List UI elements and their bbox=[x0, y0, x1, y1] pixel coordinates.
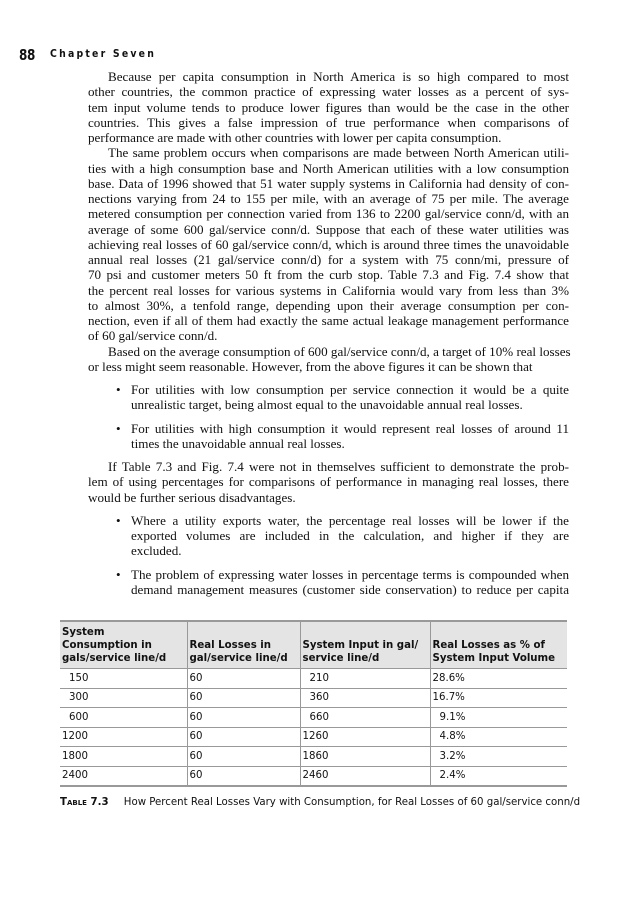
column-header: Real Losses in gal/service line/d bbox=[187, 621, 300, 669]
text-line: would be further serious disadvantages. bbox=[88, 489, 296, 505]
text-line: Because per capita consumption in North America is so high compared to most bbox=[108, 69, 569, 84]
table-row bbox=[60, 708, 567, 728]
table-cell: 60 bbox=[187, 708, 300, 728]
table-cell: 150 bbox=[60, 669, 187, 689]
text-line: tem input volume tends to produce lower figures than would be the case in the other bbox=[88, 99, 569, 115]
text-line: average of some 600 gal/service conn/d. Suppose that each of these water utilities was bbox=[88, 221, 569, 237]
text-line: nection, even if all of them had exactly the same actual leakage management performance bbox=[88, 313, 569, 328]
caption-label: Table 7.3 bbox=[60, 797, 109, 808]
text-line: other countries, the common practice of expressing water losses as a percent of sys- bbox=[88, 84, 569, 100]
table-row bbox=[60, 688, 567, 708]
body-text bbox=[88, 69, 569, 597]
page-number: 88 bbox=[19, 46, 35, 64]
text-line: base. Data of 1996 showed that 51 water supply systems in California had density of con- bbox=[88, 175, 569, 191]
text-line: of 60 gal/service conn/d. bbox=[88, 328, 218, 344]
text-line: 70 psi and customer meters 50 ft from the curb stop. Table 7.3 and Fig. 7.4 show that bbox=[88, 267, 569, 283]
table-cell: 2400 bbox=[60, 766, 187, 786]
text-line: performance are made with other countries with lower per capita consumption. bbox=[88, 130, 502, 145]
text-line: Where a utility exports water, the percentage real losses will be lower if the bbox=[131, 512, 569, 528]
table-cell: 3.2% bbox=[430, 747, 567, 767]
text-line: The same problem occurs when comparisons are made between North American utili- bbox=[108, 145, 569, 161]
text-line: nections varying from 24 to 155 per mile, with an average of 75 per mile. The average bbox=[88, 191, 569, 206]
text-line: ties with a high consumption base and North American utilities with a low consumption bbox=[88, 160, 569, 176]
caption-text: How Percent Real Losses Vary with Consumption, for Real Losses of 60 gal/service conn/d bbox=[123, 797, 581, 808]
table-caption bbox=[60, 797, 580, 808]
text-line: For utilities with high consumption it would represent real losses of around 11 bbox=[131, 420, 569, 436]
table-cell: 16.7% bbox=[430, 688, 567, 708]
bullet-icon: • bbox=[116, 512, 121, 528]
table-cell: 9.1% bbox=[430, 708, 567, 728]
paragraph bbox=[88, 459, 569, 505]
bullet-item bbox=[88, 567, 569, 598]
bullet-icon: • bbox=[116, 382, 121, 397]
table-cell: 2460 bbox=[300, 766, 430, 786]
text-line: If Table 7.3 and Fig. 7.4 were not in themselves sufficient to demonstrate the prob- bbox=[108, 459, 569, 474]
paragraph bbox=[88, 145, 569, 343]
column-header: System Input in gal/ service line/d bbox=[300, 621, 430, 669]
bullet-item bbox=[88, 421, 569, 452]
text-line: the percent real losses for various systems in California would vary from less than 3% bbox=[88, 282, 569, 298]
text-line: excluded. bbox=[131, 543, 182, 559]
text-line: exported volumes are included in the calculation, and higher if they are bbox=[131, 528, 569, 543]
text-line: The problem of expressing water losses in percentage terms is compounded when bbox=[131, 566, 569, 582]
table-cell: 28.6% bbox=[430, 669, 567, 689]
data-table bbox=[60, 620, 567, 787]
text-line: For utilities with low consumption per service connection it would be a quite bbox=[131, 382, 569, 397]
bullet-icon: • bbox=[116, 420, 121, 436]
table-row bbox=[60, 669, 567, 689]
text-line: unrealistic target, being almost equal to the unavoidable annual real losses. bbox=[131, 397, 523, 413]
table-cell: 2.4% bbox=[430, 766, 567, 786]
table-cell: 210 bbox=[300, 669, 430, 689]
paragraph bbox=[88, 69, 569, 145]
table-cell: 60 bbox=[187, 688, 300, 708]
text-line: to almost 30%, a tenfold range, depending upon their average consumption per con- bbox=[88, 297, 569, 313]
column-header: Real Losses as % of System Input Volume bbox=[430, 621, 567, 669]
running-header bbox=[19, 45, 157, 64]
table-cell: 1860 bbox=[300, 747, 430, 767]
text-line: countries. This gives a false impression of true performance when comparisons of bbox=[88, 114, 569, 130]
table-cell: 60 bbox=[187, 727, 300, 747]
table-cell: 1800 bbox=[60, 747, 187, 767]
bullet-item bbox=[88, 382, 569, 413]
table-header-row bbox=[60, 621, 567, 669]
column-header: System Consumption in gals/service line/d bbox=[60, 621, 187, 669]
text-line: metered consumption per connection varied from 136 to 2200 gal/service conn/d, with an bbox=[88, 206, 569, 222]
table-cell: 4.8% bbox=[430, 727, 567, 747]
text-line: lem of using percentages for comparisons of performance in managing real losses, there bbox=[88, 474, 569, 490]
table-cell: 60 bbox=[187, 766, 300, 786]
text-line: annual real losses (21 gal/service conn/d) for a system with 75 conn/mi, pressure of bbox=[88, 252, 569, 267]
table-cell: 600 bbox=[60, 708, 187, 728]
table-cell: 60 bbox=[187, 669, 300, 689]
paragraph bbox=[88, 344, 569, 375]
chapter-title: Chapter Seven bbox=[50, 47, 157, 60]
table-cell: 360 bbox=[300, 688, 430, 708]
table-cell: 660 bbox=[300, 708, 430, 728]
table-cell: 60 bbox=[187, 747, 300, 767]
text-line: demand management measures (customer side conservation) to reduce per capita bbox=[131, 581, 569, 597]
bullet-item bbox=[88, 513, 569, 559]
text-line: times the unavoidable annual real losses. bbox=[131, 435, 345, 451]
bullet-icon: • bbox=[116, 566, 121, 582]
table-row bbox=[60, 766, 567, 786]
text-line: or less might seem reasonable. However, from the above figures it can be shown that bbox=[88, 358, 533, 374]
table-cell: 1260 bbox=[300, 727, 430, 747]
text-line: Based on the average consumption of 600 gal/service conn/d, a target of 10% real losses bbox=[108, 343, 571, 359]
table-cell: 1200 bbox=[60, 727, 187, 747]
text-line: achieving real losses of 60 gal/service conn/d, which is around three times the unavoidable bbox=[88, 236, 569, 252]
table-cell: 300 bbox=[60, 688, 187, 708]
table-row bbox=[60, 727, 567, 747]
table-row bbox=[60, 747, 567, 767]
